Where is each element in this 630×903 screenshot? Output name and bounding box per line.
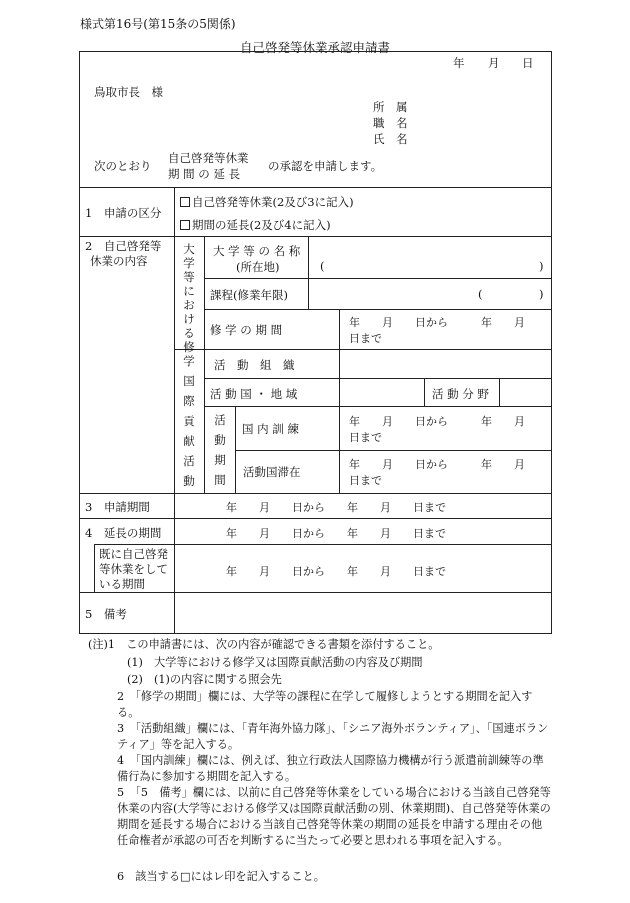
section3-period: 年 月 日から 年 月 日まで xyxy=(226,501,446,514)
note-intro: (注)1 この申請書には、次の内容が確認できる書類を添付すること。 xyxy=(88,638,440,651)
checkbox-leave[interactable] xyxy=(180,197,190,207)
country-stay-label: 活動国滞在 xyxy=(243,465,301,479)
section4-label: 4 延長の期間 xyxy=(85,526,162,540)
note-2: 2 「修学の期間」欄には、大学等の課程に在学して履修しようとする期間を記入する。 xyxy=(117,690,533,719)
activity-country-label: 活 動 国 ・ 地 域 xyxy=(210,387,298,401)
country-stay-line2: 日まで xyxy=(349,474,382,487)
section2-label-1: 2 自己啓発等 xyxy=(85,239,162,253)
note-6: 6 該当する□にはレ印を記入すること。 xyxy=(117,870,325,883)
activity-period-vertical-label: 活動期間 xyxy=(214,413,226,487)
position-label: 職 名 xyxy=(373,116,408,130)
study-period-line1: 年 月 日から 年 月 xyxy=(349,316,525,329)
choice-leave[interactable] xyxy=(180,194,354,210)
section4-period: 年 月 日から 年 月 日まで xyxy=(226,527,446,540)
request-option-extension: 期 間 の 延 長 xyxy=(168,167,241,181)
date-year: 年 xyxy=(453,56,465,70)
country-stay-line1: 年 月 日から 年 月 xyxy=(349,458,525,471)
domestic-training-label: 国 内 訓 練 xyxy=(242,422,299,436)
section2-label-2: 休業の内容 xyxy=(90,254,148,268)
request-option-leave: 自己啓発等休業 xyxy=(168,151,249,165)
section3-label: 3 申請期間 xyxy=(85,500,150,514)
activity-field-label: 活 動 分 野 xyxy=(432,387,489,401)
note-4: 4 「国内訓練」欄には、例えば、独立行政法人国際協力機構が行う派遣前訓練等の準備行為に参加する期間を記入する。 xyxy=(117,754,544,783)
note-3: 3 「活動組織」欄には、「青年海外協力隊」、「シニア海外ボランティア」、「国連ボランティア」等を記入する。 xyxy=(117,722,549,751)
course-close: ) xyxy=(539,287,544,301)
note-1-1: (1) 大学等における修学又は国際貢献活動の内容及び期間 xyxy=(127,656,423,669)
study-period-line2: 日まで xyxy=(349,332,382,345)
addressee: 鳥取市長 様 xyxy=(94,85,163,99)
note-1-2: (2) (1)の内容に関する照会先 xyxy=(127,673,282,686)
prior-leave-label-3: いる期間 xyxy=(99,577,145,591)
date-day: 日 xyxy=(522,56,534,70)
university-name-label: 大 学 等 の 名 称 xyxy=(213,244,301,258)
university-name-open: ( xyxy=(320,259,325,273)
request-prefix: 次のとおり xyxy=(94,159,152,173)
affiliation-label: 所 属 xyxy=(373,100,408,114)
note-5: 5 「5 備考」欄には、以前に自己啓発等休業をしている場合における当該自己啓発等休業の内容(大学等における修学又は国際貢献活動の別、休業期間)、自己啓発等休業の期間を延長する場合における当該自己啓発等休業の期間の延長を申請する理由その他任命権者が承認の可否を判断するに当たって必要と思われる事項を記入する。 xyxy=(117,786,551,847)
choice-extension-label: 期間の延長(2及び4に記入) xyxy=(192,218,331,232)
activity-org-label: 活 動 組 織 xyxy=(214,358,295,372)
prior-leave-label-2: 等休業をして xyxy=(99,562,168,576)
university-location-label: (所在地) xyxy=(236,260,280,274)
domestic-training-line1: 年 月 日から 年 月 xyxy=(349,415,525,428)
section1-label: 1 申請の区分 xyxy=(85,206,162,220)
prior-leave-label-1: 既に自己啓発 xyxy=(99,547,168,561)
form-number: 様式第16号(第15条の5関係) xyxy=(80,17,236,31)
form-title: 自己啓発等休業承認申請書 xyxy=(239,40,390,55)
date-month: 月 xyxy=(488,56,500,70)
checkbox-extension[interactable] xyxy=(180,220,190,230)
course-label: 課程(修業年限) xyxy=(210,288,288,302)
choice-leave-label: 自己啓発等休業(2及び3に記入) xyxy=(192,195,354,209)
intl-vertical-label: 国際貢献活動 xyxy=(183,374,195,488)
section5-label: 5 備考 xyxy=(85,607,127,621)
request-suffix: の承認を申請します。 xyxy=(268,159,383,173)
university-name-close: ) xyxy=(539,259,544,273)
name-label: 氏 名 xyxy=(373,132,408,146)
choice-extension[interactable] xyxy=(180,217,331,233)
domestic-training-line2: 日まで xyxy=(349,431,382,444)
course-open: ( xyxy=(478,287,483,301)
university-vertical-label: 大学等における修学 xyxy=(183,242,195,368)
prior-leave-period: 年 月 日から 年 月 日まで xyxy=(226,565,446,578)
study-period-label: 修 学 の 期 間 xyxy=(210,323,283,337)
